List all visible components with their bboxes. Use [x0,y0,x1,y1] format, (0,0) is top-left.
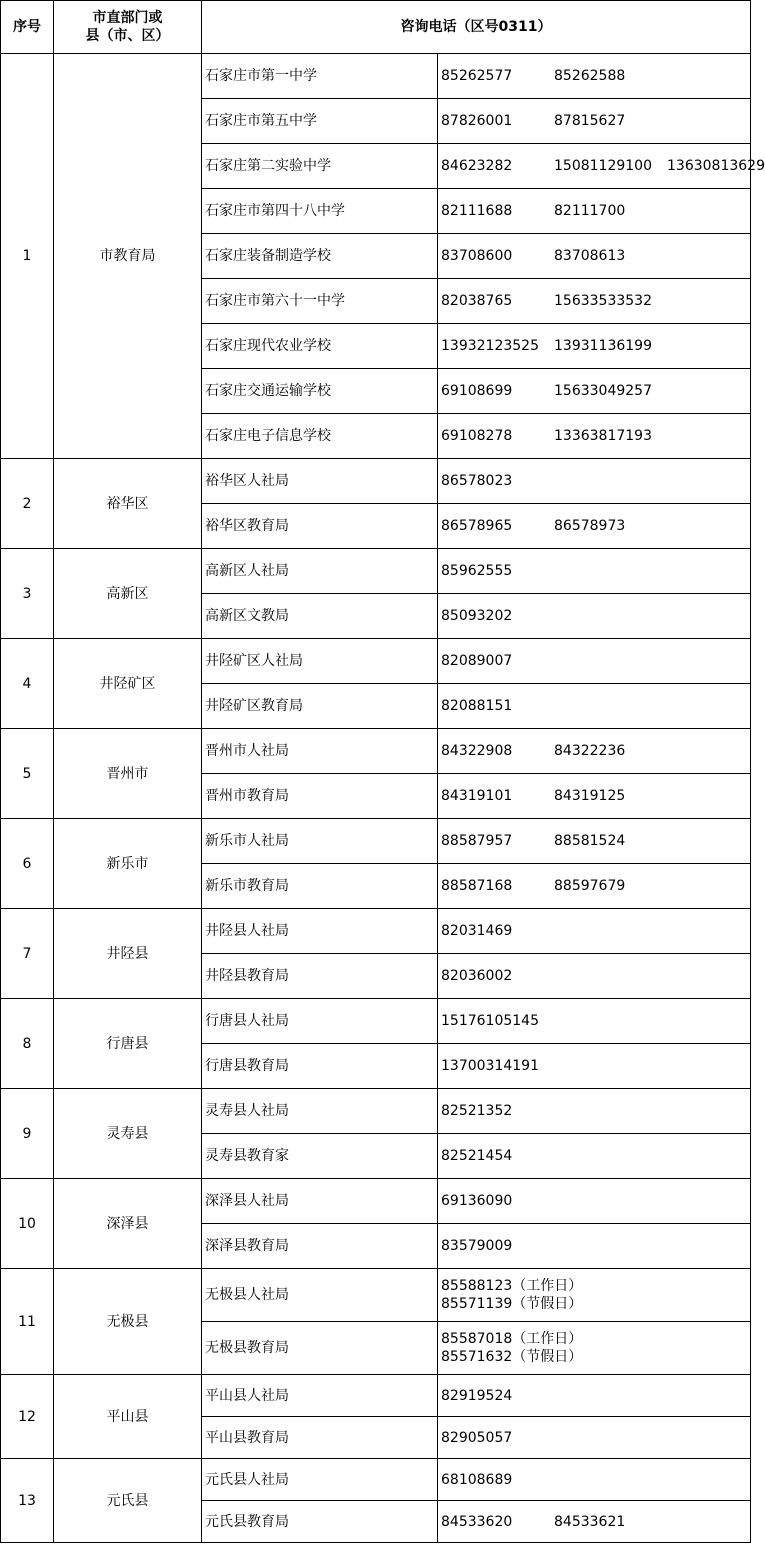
phone-number: 68108689 [441,1471,513,1488]
phone-number: 13700314191 [441,1058,539,1074]
phone-cell [438,1044,751,1089]
phone-number: 83708613 [554,248,626,264]
phone-number: 82905057 [441,1429,513,1446]
phone-number: 15176105145 [441,1013,539,1029]
phone-cell [438,234,751,279]
header-dept [54,1,202,54]
org-cell: 高新区人社局 [202,549,438,594]
phone-number: 85262577 [441,68,513,84]
table-row [1,1269,751,1322]
phone-number: 82031469 [441,923,513,939]
unit-cell: 高新区 [54,549,202,639]
phone-cell [438,54,751,99]
phone-number: 15633049257 [554,383,652,399]
phone-cell [438,1322,751,1375]
phone-cell [438,144,765,189]
unit-cell: 无极县 [54,1269,202,1375]
phone-number: 13630813629 [667,158,765,174]
phone-cell [438,1417,751,1459]
phone-line: 85588123（工作日） [441,1278,583,1294]
org-cell: 井陉县教育局 [202,954,438,999]
phone-number: 82111700 [554,203,626,219]
phone-number: 69136090 [441,1193,513,1209]
phone-number: 13363817193 [554,428,652,444]
phone-cell [438,864,751,909]
seq-cell: 2 [1,459,54,549]
seq-cell: 1 [1,54,54,459]
unit-cell: 灵寿县 [54,1089,202,1179]
phone-line: 85571632（节假日） [441,1349,583,1365]
table-row [1,729,751,774]
seq-cell: 7 [1,909,54,999]
phone-cell [438,459,751,504]
table-row [1,54,751,99]
phone-cell [438,1501,751,1543]
unit-cell: 深泽县 [54,1179,202,1269]
phone-cell [438,774,751,819]
org-cell: 元氏县人社局 [202,1459,438,1501]
org-cell: 深泽县教育局 [202,1224,438,1269]
org-cell: 石家庄交通运输学校 [202,369,438,414]
org-cell: 井陉县人社局 [202,909,438,954]
phone-cell [438,1269,751,1322]
phone-number: 83579009 [441,1238,513,1254]
seq-cell: 8 [1,999,54,1089]
table-row [1,639,751,684]
org-cell: 石家庄现代农业学校 [202,324,438,369]
org-cell: 石家庄市第六十一中学 [202,279,438,324]
org-cell: 无极县教育局 [202,1322,438,1375]
phone-cell [438,909,751,954]
table-row [1,999,751,1044]
unit-cell: 裕华区 [54,459,202,549]
header-dept-line1: 市直部门或 [92,10,163,26]
unit-cell: 元氏县 [54,1459,202,1543]
phone-number: 82089007 [441,653,513,669]
phone-number: 15633533532 [554,293,652,309]
org-cell: 石家庄市第四十八中学 [202,189,438,234]
unit-cell: 市教育局 [54,54,202,459]
table-body [1,54,765,1543]
phone-number: 84322236 [554,743,626,759]
phone-number: 84319101 [441,788,513,804]
seq-cell: 11 [1,1269,54,1375]
phone-cell [438,504,751,549]
phone-cell [438,369,751,414]
org-cell: 石家庄装备制造学校 [202,234,438,279]
seq-cell: 10 [1,1179,54,1269]
org-cell: 石家庄第二实验中学 [202,144,438,189]
phone-cell [438,594,751,639]
phone-number: 82919524 [441,1387,513,1404]
seq-cell: 13 [1,1459,54,1543]
phone-number: 82088151 [441,698,513,714]
org-cell: 晋州市教育局 [202,774,438,819]
phone-number: 13931136199 [554,338,652,354]
org-cell: 裕华区教育局 [202,504,438,549]
unit-cell: 新乐市 [54,819,202,909]
phone-number: 88587168 [441,878,513,894]
phone-cell [438,639,751,684]
phone-number: 83708600 [441,248,513,264]
phone-number: 86578965 [441,518,513,534]
phone-number: 82521352 [441,1103,513,1119]
phone-number: 82111688 [441,203,513,219]
phone-number: 84322908 [441,743,513,759]
phone-number: 82038765 [441,293,513,309]
org-cell: 裕华区人社局 [202,459,438,504]
phone-cell [438,1179,751,1224]
phone-number: 87815627 [554,113,626,129]
org-cell: 无极县人社局 [202,1269,438,1322]
table-row [1,459,751,504]
phone-number: 82036002 [441,968,513,984]
org-cell: 井陉矿区人社局 [202,639,438,684]
table-row [1,1459,751,1501]
header-phone: 咨询电话（区号0311） [202,1,751,54]
org-cell: 行唐县教育局 [202,1044,438,1089]
org-cell: 井陉矿区教育局 [202,684,438,729]
phone-number: 85262588 [554,68,626,84]
phone-number: 85093202 [441,608,513,624]
table-row [1,549,751,594]
phone-cell [438,324,751,369]
phone-number: 69108699 [441,383,513,399]
header-dept-line2: 县（市、区） [85,28,170,44]
phone-cell [438,999,751,1044]
phone-number: 86578023 [441,473,513,489]
org-cell: 深泽县人社局 [202,1179,438,1224]
org-cell: 石家庄电子信息学校 [202,414,438,459]
phone-number: 82521454 [441,1148,513,1164]
seq-cell: 4 [1,639,54,729]
table-row [1,819,751,864]
phone-cell [438,189,751,234]
org-cell: 新乐市教育局 [202,864,438,909]
phone-cell [438,1089,751,1134]
phone-number: 85962555 [441,563,513,579]
org-cell: 灵寿县人社局 [202,1089,438,1134]
seq-cell: 12 [1,1375,54,1459]
phone-number: 13932123525 [441,338,539,354]
seq-cell: 6 [1,819,54,909]
table-row [1,1375,751,1417]
unit-cell: 晋州市 [54,729,202,819]
phone-cell [438,279,751,324]
seq-cell: 5 [1,729,54,819]
phone-number: 87826001 [441,113,513,129]
seq-cell: 3 [1,549,54,639]
phone-cell [438,684,751,729]
org-cell: 平山县人社局 [202,1375,438,1417]
phone-number: 88597679 [554,878,626,894]
phone-line: 85571139（节假日） [441,1296,583,1312]
phone-number: 84533621 [554,1513,626,1530]
header-seq: 序号 [1,1,54,54]
phone-cell [438,1375,751,1417]
phone-cell [438,1459,751,1501]
phone-number: 69108278 [441,428,513,444]
phone-number: 84533620 [441,1513,513,1530]
seq-cell: 9 [1,1089,54,1179]
phone-number: 84623282 [441,158,513,174]
table-row [1,909,751,954]
phone-number: 88581524 [554,833,626,849]
unit-cell: 平山县 [54,1375,202,1459]
org-cell: 元氏县教育局 [202,1501,438,1543]
phone-line: 85587018（工作日） [441,1331,583,1347]
phone-number: 88587957 [441,833,513,849]
phone-cell [438,954,751,999]
phone-number: 15081129100 [554,158,652,174]
org-cell: 新乐市人社局 [202,819,438,864]
unit-cell: 井陉县 [54,909,202,999]
unit-cell: 井陉矿区 [54,639,202,729]
org-cell: 晋州市人社局 [202,729,438,774]
phone-cell [438,549,751,594]
table-row [1,1089,751,1134]
org-cell: 石家庄市第五中学 [202,99,438,144]
unit-cell: 行唐县 [54,999,202,1089]
phone-cell [438,1134,751,1179]
org-cell: 行唐县人社局 [202,999,438,1044]
phone-cell [438,729,751,774]
phone-cell [438,819,751,864]
phone-number: 86578973 [554,518,626,534]
header-row [1,1,751,54]
table-row [1,1179,751,1224]
org-cell: 平山县教育局 [202,1417,438,1459]
phone-cell [438,1224,751,1269]
org-cell: 灵寿县教育家 [202,1134,438,1179]
phone-number: 84319125 [554,788,626,804]
org-cell: 高新区文教局 [202,594,438,639]
phone-cell [438,414,751,459]
phone-cell [438,99,751,144]
org-cell: 石家庄市第一中学 [202,54,438,99]
